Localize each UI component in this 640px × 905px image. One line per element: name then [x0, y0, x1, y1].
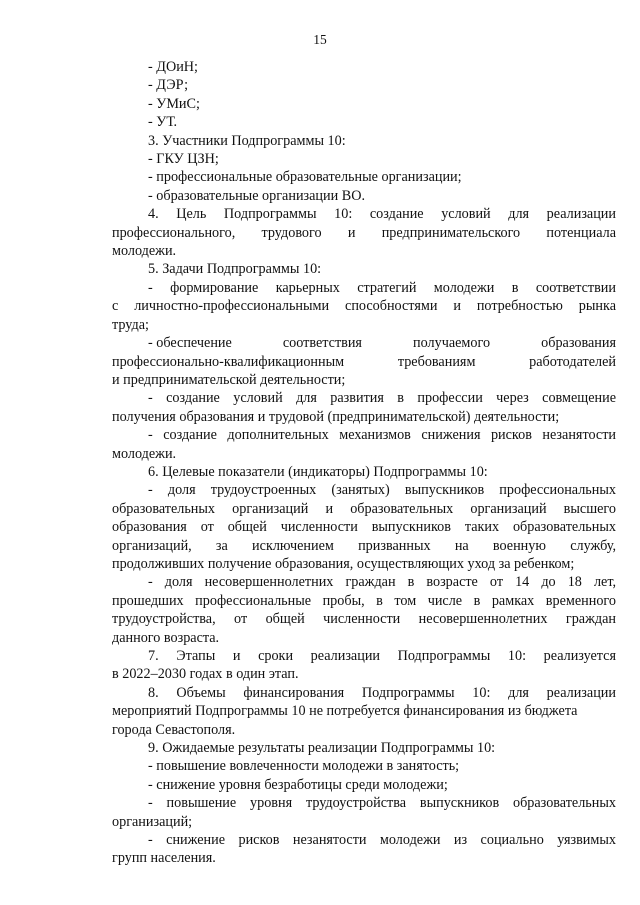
text-line: мероприятий Подпрограммы 10 не потребуется финансирования из бюджета — [112, 703, 578, 720]
word: получаемого — [413, 335, 491, 352]
text-line: получения образования и трудовой (предпринимательской) деятельности; — [112, 408, 560, 425]
word: работодателей — [529, 353, 616, 370]
text-line — [112, 353, 616, 371]
text-line: образования от общей численности выпускников таких образовательных — [112, 519, 616, 536]
list-item: - ДОиН; — [148, 59, 198, 75]
text-line: 4. Цель Подпрограммы 10: создание условий для реализации — [148, 206, 616, 223]
text-line: - снижение рисков незанятости молодежи из социально уязвимых — [148, 832, 616, 849]
text-line: - создание условий для развития в профессии через совмещение — [148, 390, 616, 407]
text-line: - повышение уровня трудоустройства выпускников образовательных — [148, 795, 616, 812]
text-line: и предпринимательской деятельности; — [112, 371, 346, 388]
text-line: - формирование карьерных стратегий молодежи в соответствии — [148, 279, 616, 296]
list-item: - ГКУ ЦЗН; — [148, 151, 219, 168]
section-heading: 3. Участники Подпрограммы 10: — [148, 132, 346, 149]
text-line: - доля несовершеннолетних граждан в возрасте от 14 до 18 лет, — [148, 574, 616, 591]
list-item: - УМиС; — [148, 95, 200, 112]
text-line: профессионального, трудового и предпринимательского потенциала — [112, 224, 616, 241]
text-line: - доля трудоустроенных (занятых) выпускников профессиональных — [148, 482, 616, 499]
text-line: организаций; — [112, 813, 193, 830]
list-item: - образовательные организации ВО. — [148, 187, 366, 204]
text-line: в 2022–2030 годах в один этап. — [112, 666, 299, 683]
text-line: молодежи. — [112, 243, 177, 260]
word: соответствия — [282, 335, 362, 352]
text-line: труда; — [112, 316, 149, 333]
word: - обеспечение — [148, 335, 232, 352]
text-line: - создание дополнительных механизмов снижения рисков незанятости — [148, 427, 616, 444]
list-item: - УТ. — [148, 114, 178, 131]
text-line: групп населения. — [112, 850, 216, 867]
word: профессионально-квалификационным — [112, 353, 345, 370]
section-heading: 5. Задачи Подпрограммы 10: — [148, 261, 322, 278]
text-line: организаций, за исключением призванных на военную службу, — [112, 537, 616, 554]
document-body — [112, 58, 616, 868]
text-line: трудоустройства, от общей численности несовершеннолетних граждан — [112, 611, 616, 628]
text-line: 8. Объемы финансирования Подпрограммы 10: для реализации — [148, 684, 616, 701]
text-line: 7. Этапы и сроки реализации Подпрограммы 10: реализуется — [148, 648, 616, 664]
section-heading: 6. Целевые показатели (индикаторы) Подпрограммы 10: — [148, 463, 488, 480]
text-line: прошедших профессиональные пробы, в том числе в рамках временного — [112, 592, 616, 609]
list-item: - ДЭР; — [148, 77, 189, 94]
text-line — [112, 334, 616, 352]
word: образования — [541, 335, 616, 352]
page-number: 15 — [313, 32, 327, 47]
text-line: данного возраста. — [112, 629, 220, 646]
word: требованиям — [397, 353, 476, 370]
text-line: с личностно-профессиональными способностями и потребностью рынка — [112, 298, 616, 315]
text-line: образовательных организаций и образовательных организаций высшего — [112, 500, 616, 517]
list-item: - повышение вовлеченности молодежи в занятость; — [148, 758, 460, 775]
section-heading: 9. Ожидаемые результаты реализации Подпрограммы 10: — [148, 740, 496, 757]
list-item: - снижение уровня безработицы среди молодежи; — [148, 776, 448, 793]
list-item: - профессиональные образовательные организации; — [148, 169, 462, 186]
text-line: города Севастополя. — [112, 721, 236, 738]
text-line: молодежи. — [112, 445, 177, 462]
text-line: продолживших получение образования, осуществляющих уход за ребенком; — [112, 555, 575, 572]
